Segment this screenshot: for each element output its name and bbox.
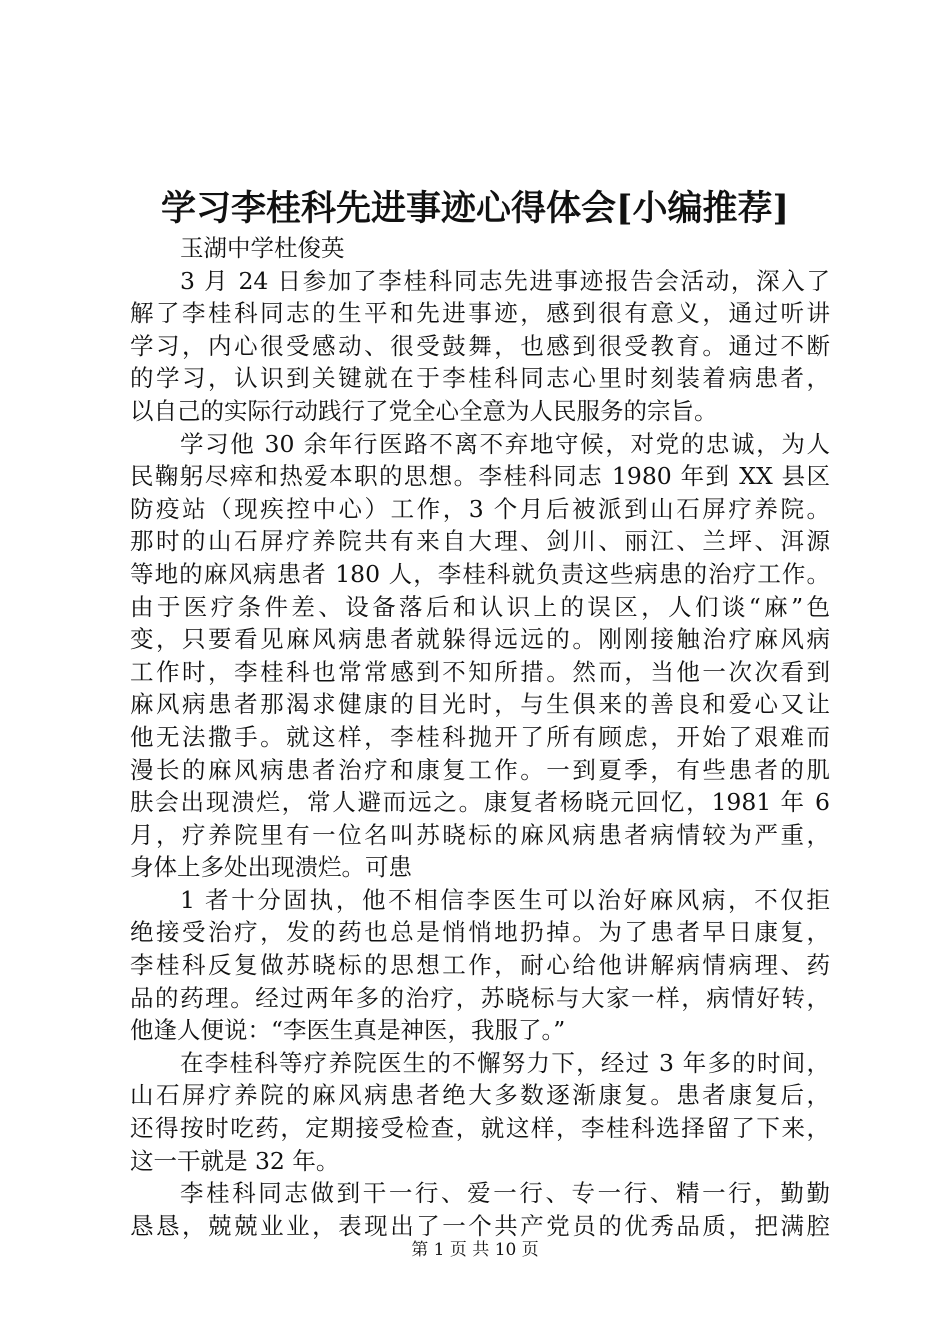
text-line: 玉湖中学杜俊英: [180, 234, 345, 262]
text-line: 变，只要看见麻风病患者就躲得远远的。刚刚接触治疗麻风病: [130, 625, 830, 654]
text-line: 月，疗养院里有一位名叫苏晓标的麻风病患者病情较为严重，: [130, 820, 830, 849]
text-line: 恳恳，兢兢业业，表现出了一个共产党员的优秀品质，把满腔: [130, 1211, 830, 1240]
text-line: 他逢人便说：“李医生真是神医，我服了。”: [130, 1016, 566, 1045]
text-line: 学习，内心很受感动、很受鼓舞，也感到很受教育。通过不断: [130, 331, 830, 360]
page-number-footer: 第 1 页 共 10 页: [411, 1240, 539, 1260]
text-line: 麻风病患者那渴求健康的目光时，与生俱来的善良和爱心又让: [130, 690, 830, 719]
text-line: 解了李桂科同志的生平和先进事迹，感到很有意义，通过听讲: [130, 299, 830, 328]
text-line: 民鞠躬尽瘁和热爱本职的思想。李桂科同志 1980 年到 XX 县区: [130, 462, 830, 491]
text-line: 还得按时吃药，定期接受检查，就这样，李桂科选择留了下来，: [130, 1114, 830, 1143]
text-line: 防疫站（现疾控中心）工作，3 个月后被派到山石屏疗养院。: [130, 494, 830, 523]
text-line: 绝接受治疗，发的药也总是悄悄地扔掉。为了患者早日康复，: [130, 918, 830, 947]
text-line: 等地的麻风病患者 180 人，李桂科就负责这些病患的治疗工作。: [130, 559, 830, 588]
text-line: 的学习，认识到关键就在于李桂科同志心里时刻装着病患者，: [130, 364, 830, 393]
text-line: 李桂科同志做到干一行、爱一行、专一行、精一行，勤勤: [180, 1179, 830, 1208]
text-line: 肤会出现溃烂，常人避而远之。康复者杨晓元回忆，1981 年 6: [130, 788, 830, 817]
document-title: 学习李桂科先进事迹心得体会[小编推荐]: [160, 188, 790, 229]
text-line: 工作时，李桂科也常常感到不知所措。然而，当他一次次看到: [130, 657, 830, 686]
text-line: 以自己的实际行动践行了党全心全意为人民服务的宗旨。: [130, 396, 718, 425]
text-line: 那时的山石屏疗养院共有来自大理、剑川、丽江、兰坪、洱源: [130, 527, 830, 556]
text-line: 1 者十分固执，他不相信李医生可以治好麻风病，不仅拒: [180, 885, 830, 914]
text-line: 这一干就是 32 年。: [130, 1146, 340, 1175]
text-line: 品的药理。经过两年多的治疗，苏晓标与大家一样，病情好转，: [130, 983, 830, 1012]
text-line: 身体上多处出现溃烂。可患: [130, 853, 412, 882]
text-line: 学习他 30 余年行医路不离不弃地守候，对党的忠诚，为人: [180, 429, 830, 458]
document-body: [130, 232, 830, 1242]
text-line: 漫长的麻风病患者治疗和康复工作。一到夏季，有些患者的肌: [130, 755, 830, 784]
text-line: 他无法撒手。就这样，李桂科抛开了所有顾虑，开始了艰难而: [130, 722, 830, 751]
text-line: 3 月 24 日参加了李桂科同志先进事迹报告会活动，深入了: [180, 266, 830, 295]
text-line: 李桂科反复做苏晓标的思想工作，耐心给他讲解病情病理、药: [130, 951, 830, 980]
text-line: 山石屏疗养院的麻风病患者绝大多数逐渐康复。患者康复后，: [130, 1081, 830, 1110]
text-line: 由于医疗条件差、设备落后和认识上的误区，人们谈“麻”色: [130, 592, 830, 621]
text-line: 在李桂科等疗养院医生的不懈努力下，经过 3 年多的时间，: [180, 1048, 830, 1077]
